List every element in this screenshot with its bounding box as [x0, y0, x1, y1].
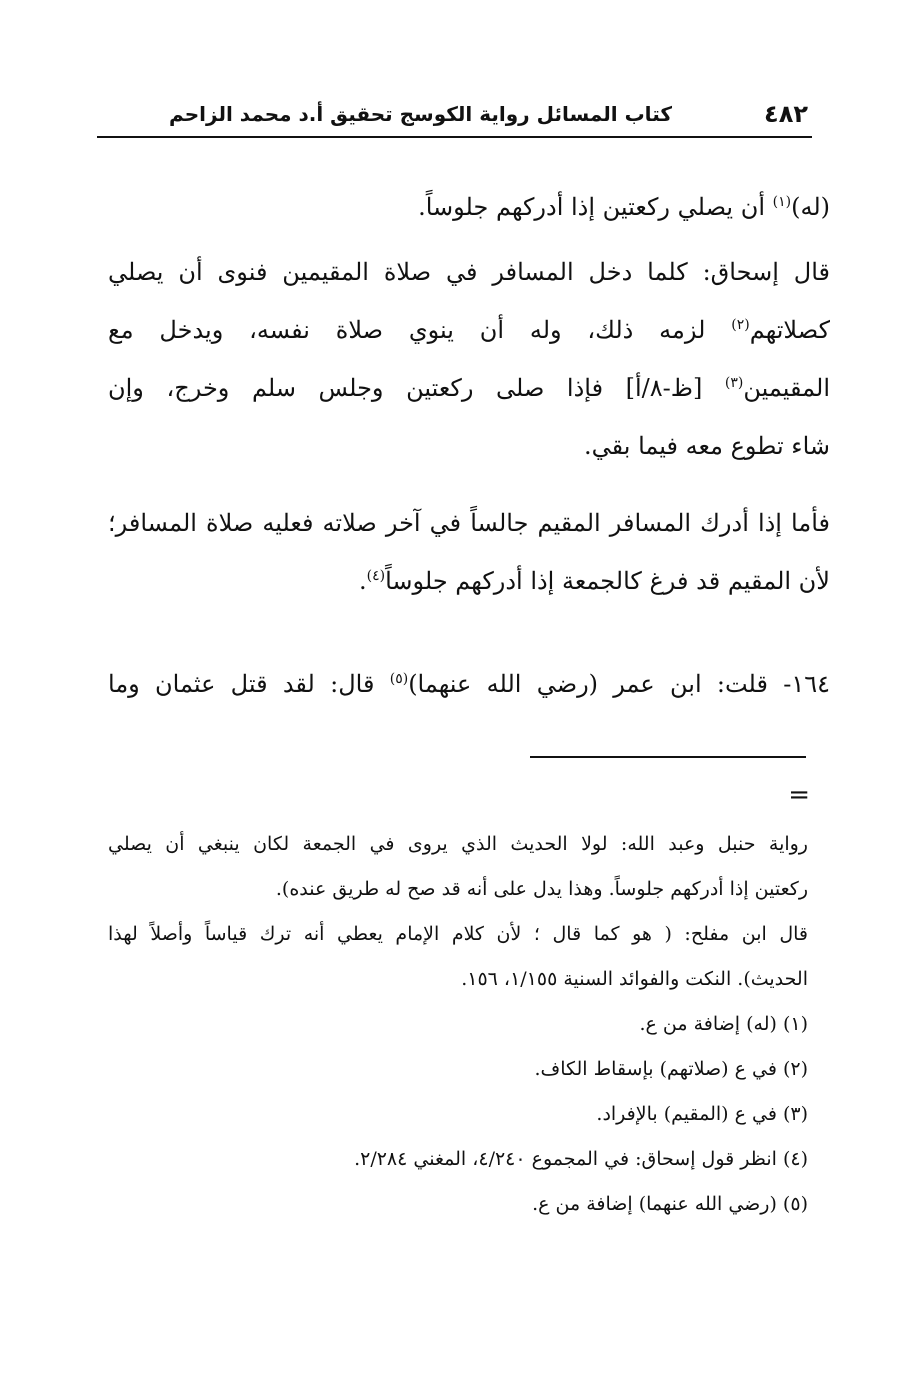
main-text-block-1 — [108, 178, 830, 236]
text-line: شاء تطوع معه فيما بقي. — [584, 432, 830, 460]
footnote-line: قال ابن مفلح: ( هو كما قال ؛ لأن كلام الإمام يعطي أنه ترك قياساً وأصلاً لهذا — [108, 923, 808, 945]
text-line: فأما إذا أدرك المسافر المقيم جالساً في آخر صلاته فعليه صلاة المسافر؛ — [108, 509, 830, 537]
footnote-line: ركعتين إذا أدركهم جلوساً. وهذا يدل على أنه قد صح له طريق عنده). — [275, 878, 808, 900]
footnote-2: (٢) في ع (صلاتهم) بإسقاط الكاف. — [534, 1058, 808, 1080]
footnote-ref: (٣) — [724, 375, 744, 391]
main-text-block-3 — [108, 494, 830, 610]
footnote-4: (٤) انظر قول إسحاق: في المجموع ٤/٢٤٠، المغني ٢/٢٨٤. — [354, 1148, 808, 1170]
footnote-ref: (١) — [772, 194, 792, 210]
footnote-separator — [530, 756, 806, 758]
running-title: كتاب المسائل رواية الكوسج تحقيق أ.د محمد الزاحم — [169, 102, 672, 126]
footnote-ref: (٢) — [731, 317, 750, 333]
text-line: المقيمين$^{(٣)}$ [ظ-٨/أ] فإذا صلى ركعتين وجلس سلم وخرج، وإن — [108, 374, 830, 402]
footnote-1: (١) (له) إضافة من ع. — [639, 1013, 808, 1035]
footnote-3: (٣) في ع (المقيم) بالإفراد. — [596, 1103, 808, 1125]
text-line: كصلاتهم$^{(٢)}$ لزمه ذلك، وله أن ينوي صلاة نفسه، ويدخل مع — [108, 316, 830, 344]
text-line: لأن المقيم قد فرغ كالجمعة إذا أدركهم جلوساً$^{(٤)}$. — [358, 567, 830, 595]
footnote-ref: (٥) — [389, 671, 409, 687]
footnote-ref: (٤) — [366, 568, 386, 584]
continuation-mark: = — [788, 780, 810, 810]
footnotes — [108, 822, 808, 1227]
text-line: قال إسحاق: كلما دخل المسافر في صلاة المقيمين فنوى أن يصلي — [108, 258, 830, 286]
main-text-block-4 — [108, 655, 830, 713]
main-text-block-2 — [108, 243, 830, 475]
page-header — [97, 96, 812, 138]
footnote-line: الحديث). النكت والفوائد السنية ١/١٥٥، ١٥٦. — [461, 968, 808, 990]
text-line: ١٦٤- قلت: ابن عمر (رضي الله عنهما)$^{(٥)}$ قال: لقد قتل عثمان وما — [108, 670, 830, 698]
footnote-line: رواية حنبل وعبد الله: لولا الحديث الذي يروى في الجمعة لكان ينبغي أن يصلي — [108, 833, 808, 855]
footnote-5: (٥) (رضي الله عنهما) إضافة من ع. — [532, 1193, 808, 1215]
text-line: (له)$^{(١)}$ أن يصلي ركعتين إذا أدركهم جلوساً. — [418, 193, 830, 221]
page-number: ٤٨٢ — [764, 100, 808, 128]
